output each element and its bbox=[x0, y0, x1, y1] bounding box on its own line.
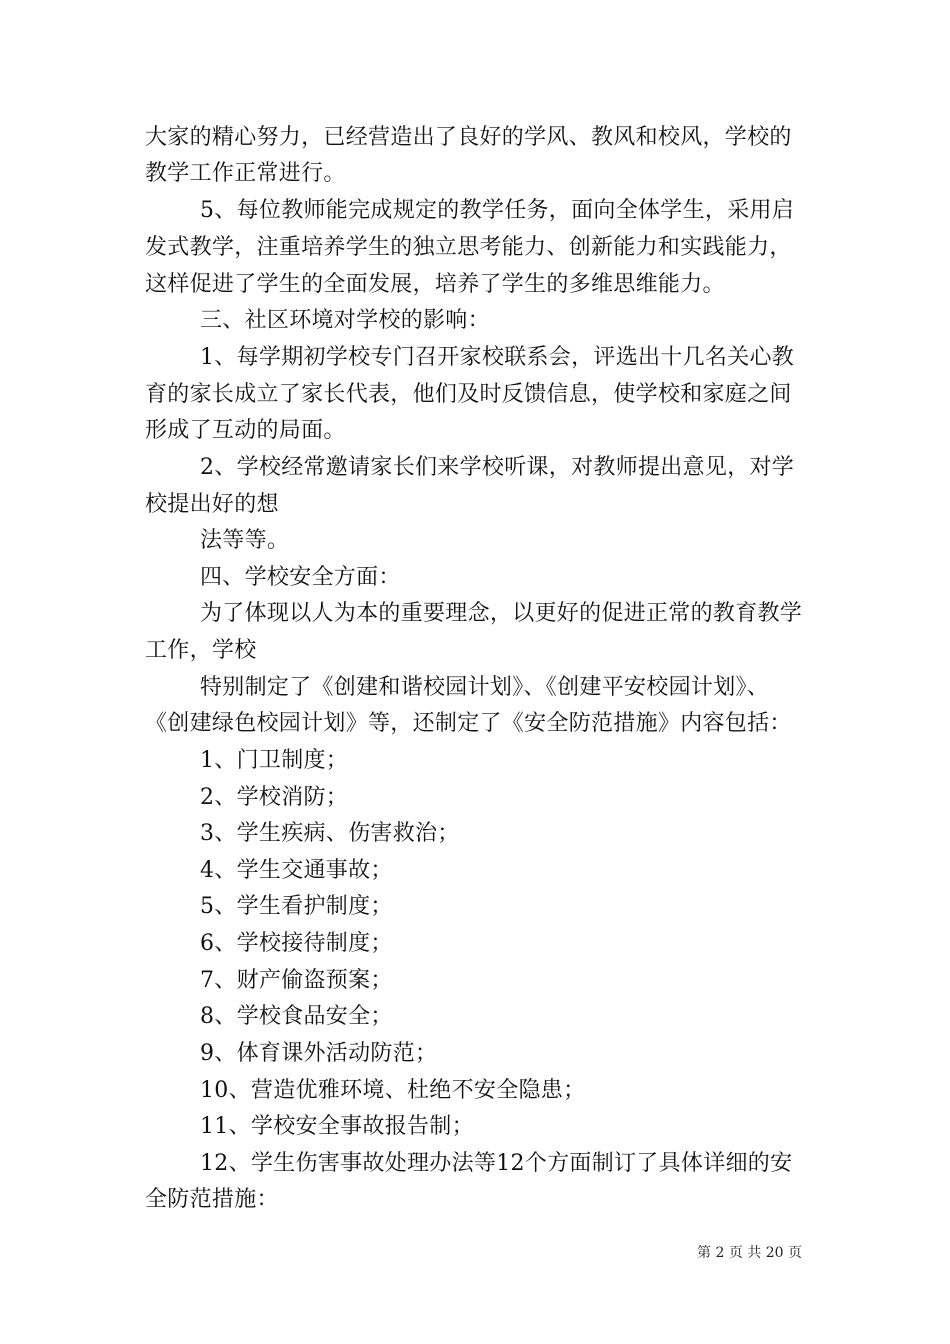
body-line: 5、每位教师能完成规定的教学任务，面向全体学生，采用启 bbox=[200, 198, 795, 223]
list-item: 5、学生看护制度； bbox=[200, 894, 393, 919]
body-line: 形成了互动的局面。 bbox=[145, 418, 346, 443]
body-line: 育的家长成立了家长代表，他们及时反馈信息，使学校和家庭之间 bbox=[145, 382, 792, 407]
list-item: 3、学生疾病、伤害救治； bbox=[200, 821, 460, 846]
body-line: 特别制定了《创建和谐校园计划》、《创建平安校园计划》、 bbox=[200, 675, 770, 700]
list-item: 9、体育课外活动防范； bbox=[200, 1041, 438, 1066]
body-line: 大家的精心努力，已经营造出了良好的学风、教风和校风，学校的 bbox=[145, 125, 792, 150]
section-heading: 三、社区环境对学校的影响： bbox=[200, 308, 490, 333]
body-line: 这样促进了学生的全面发展，培养了学生的多维思维能力。 bbox=[145, 272, 725, 297]
body-line: 校提出好的想 bbox=[145, 492, 279, 517]
list-item: 10、营造优雅环境、杜绝不安全隐患； bbox=[200, 1078, 586, 1103]
body-line: 为了体现以人为本的重要理念，以更好的促进正常的教育教学 bbox=[200, 601, 803, 626]
body-line: 全防范措施： bbox=[145, 1187, 279, 1212]
body-line: 工作，学校 bbox=[145, 638, 257, 663]
body-line: 2、学校经常邀请家长们来学校听课，对教师提出意见，对学 bbox=[200, 455, 795, 480]
list-item: 2、学校消防； bbox=[200, 785, 349, 810]
body-line: 1、每学期初学校专门召开家校联系会，评选出十几名关心教 bbox=[200, 345, 795, 370]
list-item: 8、学校食品安全； bbox=[200, 1004, 393, 1029]
body-line: 法等等。 bbox=[200, 528, 290, 553]
list-item: 1、门卫制度； bbox=[200, 748, 349, 773]
section-heading: 四、学校安全方面： bbox=[200, 565, 401, 590]
body-line: 《创建绿色校园计划》等，还制定了《安全防范措施》内容包括： bbox=[145, 711, 792, 736]
body-line: 发式教学，注重培养学生的独立思考能力、创新能力和实践能力， bbox=[145, 235, 792, 260]
list-item: 4、学生交通事故； bbox=[200, 858, 393, 883]
page-number: 第 2 页 共 20 页 bbox=[697, 1245, 802, 1261]
list-item: 6、学校接待制度； bbox=[200, 931, 393, 956]
body-line: 教学工作正常进行。 bbox=[145, 161, 346, 186]
list-item: 12、学生伤害事故处理办法等12个方面制订了具体详细的安 bbox=[200, 1151, 793, 1176]
list-item: 11、学校安全事故报告制； bbox=[200, 1114, 474, 1139]
list-item: 7、财产偷盗预案； bbox=[200, 968, 393, 993]
